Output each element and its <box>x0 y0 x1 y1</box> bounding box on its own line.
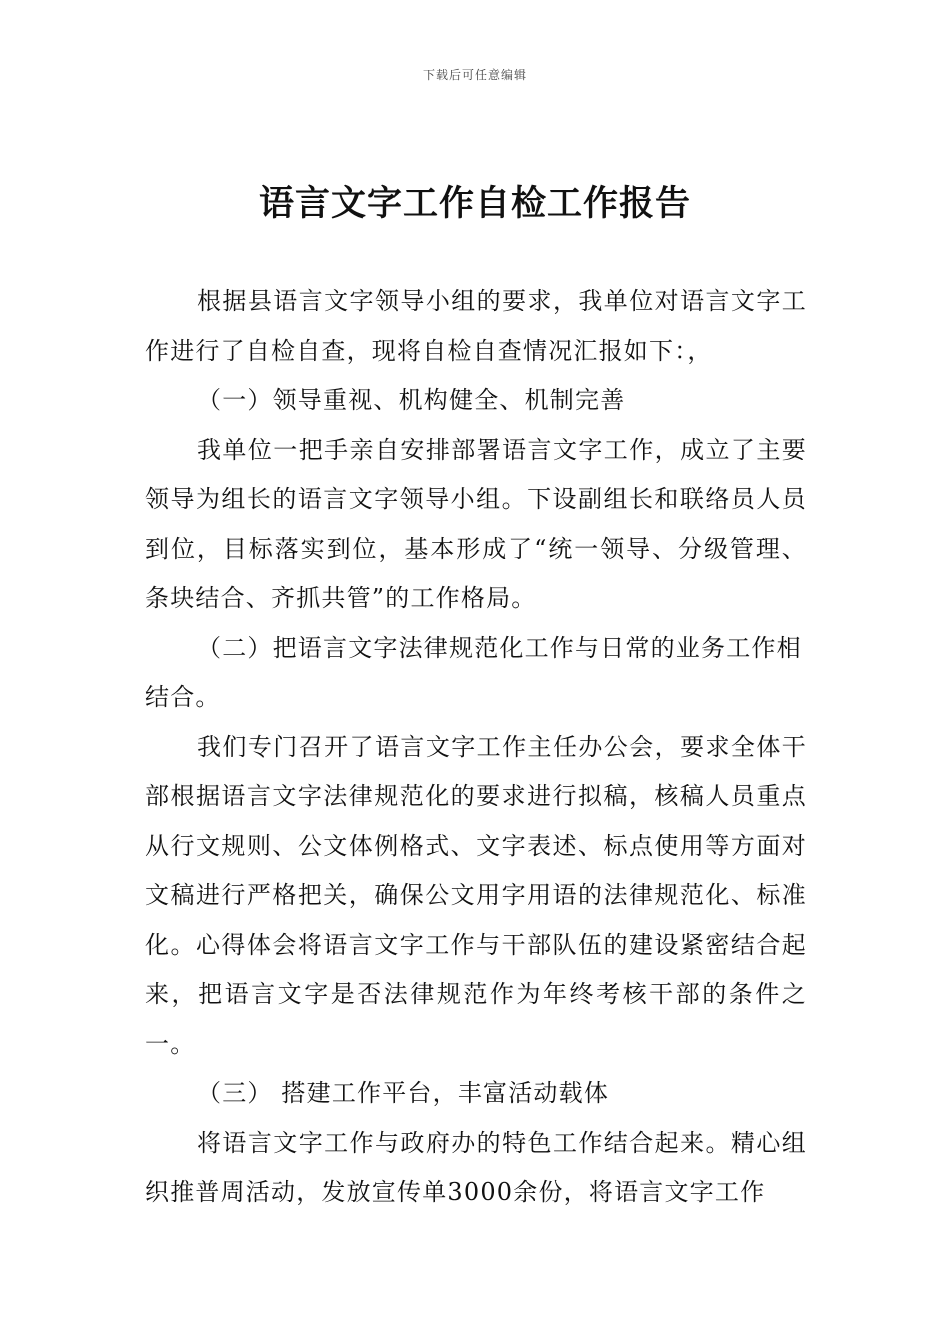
paragraph-section-1: 我单位一把手亲自安排部署语言文字工作，成立了主要领导为组长的语言文字领导小组。下设副组长和联络员人员到位，目标落实到位，基本形成了“统一领导、分级管理、条块结合、齐抓共管”的工作格局。 <box>145 435 807 612</box>
section-heading-1: （一）领导重视、机构健全、机制完善 <box>197 386 626 414</box>
section-heading-2: （二）把语言文字法律规范化工作与日常的业务工作相结合。 <box>145 633 802 711</box>
paragraph-section-2: 我们专门召开了语言文字工作主任办公会，要求全体干部根据语言文字法律规范化的要求进行拟稿，核稿人员重点从行文规则、公文体例格式、文字表述、标点使用等方面对文稿进行严格把关，确保公文用字用语的法律规范化、标准化。心得体会将语言文字工作与干部队伍的建设紧密结合起来，把语言文字是否法律规范作为年终考核干部的条件之一。 <box>145 732 807 1058</box>
document-body <box>145 277 807 1218</box>
paragraph-section-3: 将语言文字工作与政府办的特色工作结合起来。精心组织推普周活动，发放宣传单3000余份，将语言文字工作 <box>145 1128 807 1206</box>
paragraph-intro: 根据县语言文字领导小组的要求，我单位对语言文字工作进行了自检自查，现将自检自查情况汇报如下：， <box>145 287 807 365</box>
document-title: 语言文字工作自检工作报告 <box>258 184 691 224</box>
section-heading-3: （三） 搭建工作平台，丰富活动载体 <box>197 1079 610 1107</box>
header-note: 下载后可任意编辑 <box>422 68 527 82</box>
